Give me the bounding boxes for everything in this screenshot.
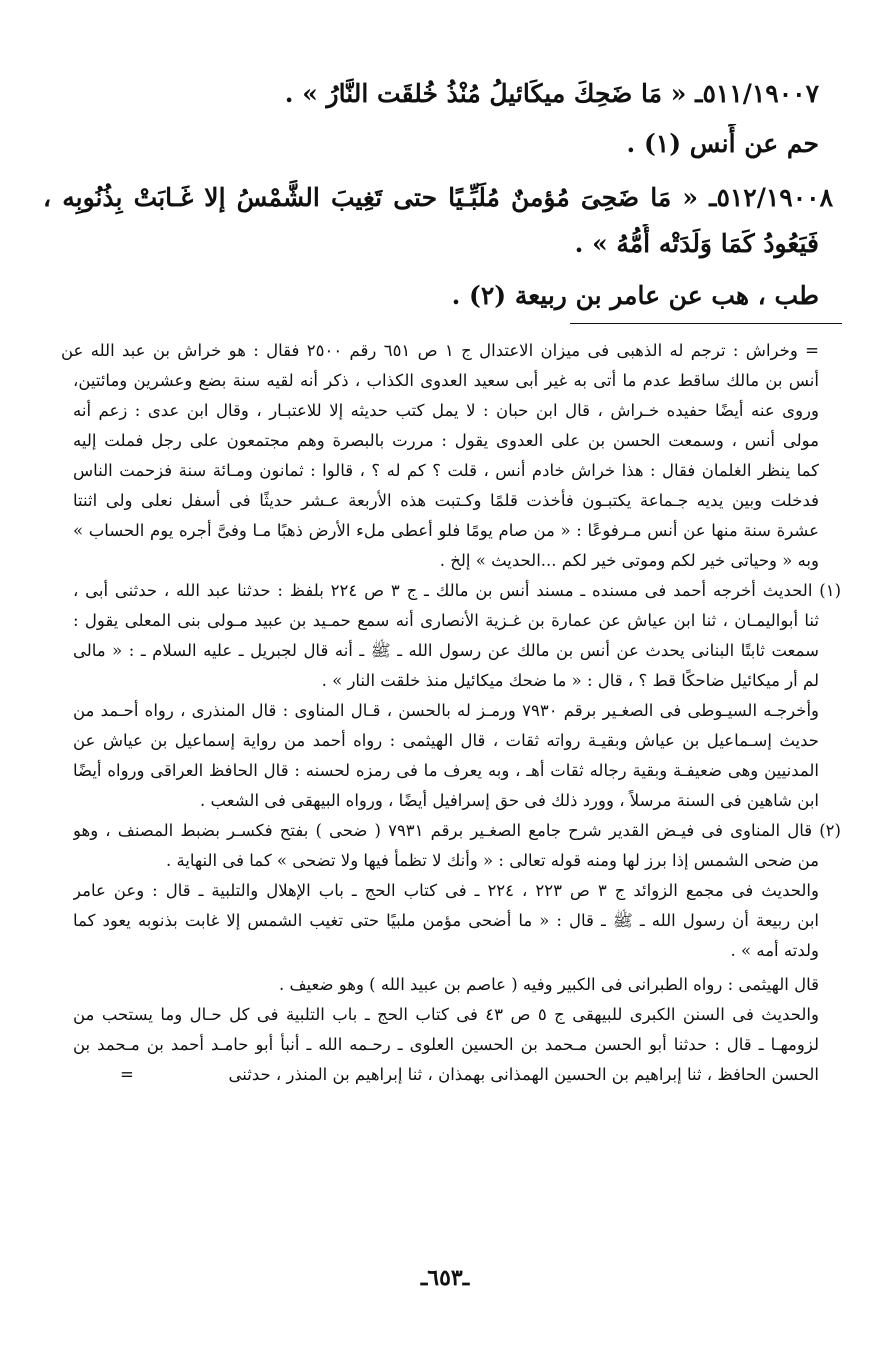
footnote-line: فدخلت وبين يديه جـماعة يكتبـون فأخذت قلمًا وكـتبت هذه الأربعة عـشر حديثًا فى أسفل نعلى ولى اثنتا (73, 491, 819, 510)
continuation-mark: = (120, 1065, 134, 1084)
footnote-1-line: المدنيين وهى ضعيفـة وبقية رجاله ثقات أهـ ، وبه يعرف ما فى رمزه لحسنه : قال الحافظ العراقى ورواه أيضًا (73, 761, 819, 780)
footnote-2-line: ولدته أمه » . (730, 941, 819, 960)
hadith-512-line-1: ٥١٢/١٩٠٠٨ـ « مَا ضَحِىَ مُؤمنٌ مُلَبِّـيًا حتى تَغِيبَ الشَّمْسُ إلا غَـابَتْ بِذُنُوبِه ، (43, 183, 833, 212)
footnote-line: كما ينظر الغلمان فقال : هذا خراش خادم أنس ، قلت ؟ كم له ؟ ، قالوا : ثمانون ومـائة سنة فزحمت الناس (73, 461, 819, 480)
footnote-line: وبه « وحياتى خير لكم وموتى خير لكم ...الحديث » إلخ . (439, 551, 819, 570)
hadith-512-line-2: فَيَعُودُ كَمَا وَلَدَتْه أُمُّهُ » . (574, 229, 819, 258)
footnote-2-line: الحسن الحافظ ، ثنا إبراهيم بن الحسين الهمذانى بهمذان ، ثنا إبراهيم بن المنذر ، حدثنى (228, 1065, 819, 1084)
footnote-line: عشرة سنة منها عن أنس مـرفوعًا : « من صام يومًا فلو أعطى ملء الأرض ذهبًا مـا وفىَّ أجره يوم الحساب » (73, 521, 819, 540)
footnote-1-line: حديث إسـماعيل بن عياش وبقيـة رواته ثقات ، قال الهيثمى : رواه أحمد من رواية إسماعيل بن عياش عن (73, 731, 819, 750)
hadith-512-source: طب ، هب عن عامر بن ربيعة (٢) . (451, 281, 819, 310)
footnote-1-line: سمعت ثابتًا البنانى يحدث عن أنس بن مالك عن رسول الله ـ ﷺ ـ أنه قال لجبريل ـ عليه السلام ـ : « مالى (73, 641, 819, 660)
footnote-2-line: والحديث فى مجمع الزوائد ج ٣ ص ٢٢٣ ، ٢٢٤ ـ فى كتاب الحج ـ باب الإهلال والتلبية ـ قال : وعن عامر (73, 881, 819, 900)
footnote-2-line: لزومهـا ـ قال : حدثنا أبو الحسن مـحمد بن الحسين العلوى ـ رحـمه الله ـ أنبأ أبو حامـد أحمد بن مـحمد بن (73, 1035, 819, 1054)
footnote-2-line: (٢) قال المناوى فى فيـض القدير شرح جامع الصغـير برقم ٧٩٣١ ( ضحى ) بفتح فكسـر بضبط المصنف ، وهو (73, 821, 841, 840)
footnote-2-line: والحديث فى السنن الكبرى للبيهقى ج ٥ ص ٤٣ فى كتاب الحج ـ باب التلبية فى كل حـال وما يستحب من (73, 1005, 819, 1024)
page-number: ـ٦٥٣ـ (420, 1265, 470, 1291)
footnote-2-line: قال الهيثمى : رواه الطبرانى فى الكبير وفيه ( عاصم بن عبيد الله ) وهو ضعيف . (278, 975, 819, 994)
footnote-line: وروى عنه أيضًا حفيده خـراش ، قال ابن حبان : لا يمل كتب حديثه إلا للاعتبـار ، وقال ابن عدى : زعم أنه (73, 401, 819, 420)
footnote-2-line: ابن ربيعة أن رسول الله ـ ﷺ ـ قال : « ما أضحى مؤمن ملبيًا حتى تغيب الشمس إلا غابت بذنوبه يعود كما (73, 911, 819, 930)
footnote-1-line: ابن شاهين فى السنة مرسلاً ، وورد ذلك فى حق إسرافيل أيضًا ، ورواه البيهقى فى الشعب . (200, 791, 819, 810)
footnote-line: أنس بن مالك ساقط عدم ما أتى به غير أبى سعيد العدوى الكذاب ، ذكر أنه لقيه سنة بضع وعشرين ومائتين، (73, 371, 819, 390)
hadith-511: ٥١١/١٩٠٠٧ـ « مَا ضَحِكَ ميكَائيلُ مُنْذُ خُلقَت النَّارُ » . (284, 79, 819, 108)
footnote-1-line: وأخرجـه السيـوطى فى الصغـير برقم ٧٩٣٠ ورمـز له بالحسن ، قـال المناوى : قال المنذرى ، رواه أحـمد من (73, 701, 819, 720)
footnote-line: = وخراش : ترجم له الذهبى فى ميزان الاعتدال ج ١ ص ٦٥١ رقم ٢٥٠٠ فقال : هو خراش بن عبد الله عن (61, 341, 819, 360)
footnote-1-line: (١) الحديث أخرجه أحمد فى مسنده ـ مسند أنس بن مالك ـ ج ٣ ص ٢٢٤ بلفظ : حدثنا عبد الله ، حدثنى أبى ، (73, 581, 841, 600)
footnote-separator (570, 323, 842, 324)
hadith-511-source: حم عن أَنس (١) . (626, 129, 819, 158)
footnote-1-line: ثنا أبواليمـان ، ثنا ابن عياش عن عمارة بن غـزية الأنصارى أنه سمع حمـيد بن عبيد مـولى بنى المعلى يقول : (73, 611, 819, 630)
footnote-line: مولى أنس ، وسمعت الحسن بن على العدوى يقول : مررت بالبصرة وهم مجتمعون على رجل فملت إليه (73, 431, 819, 450)
footnote-2-line: من ضحى الشمس إذا برز لها ومنه قوله تعالى : « وأنك لا تظمأ فيها ولا تضحى » كما فى النهاية . (165, 851, 819, 870)
footnote-1-line: لم أر ميكائيل ضاحكًا قط ؟ ، قال : « ما ضحك ميكائيل منذ خلقت النار » . (321, 671, 819, 690)
